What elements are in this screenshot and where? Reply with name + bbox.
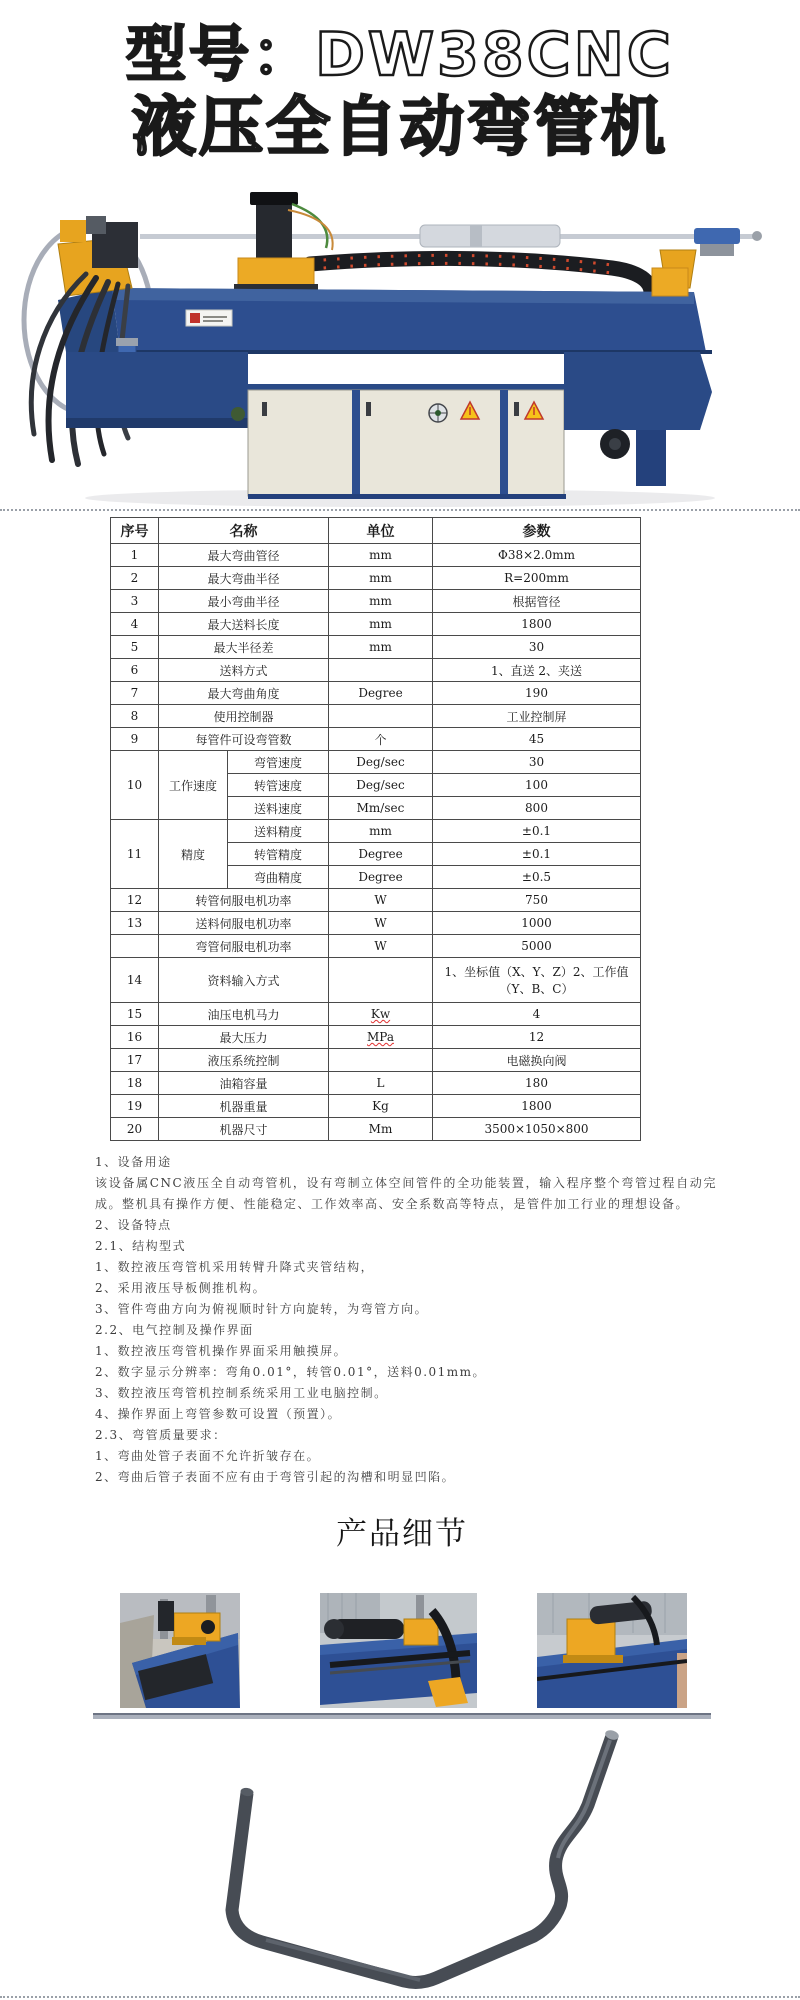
cell-value: 45 <box>433 728 641 751</box>
desc-line: 3、管件弯曲方向为俯视顺时针方向旋转，为弯管方向。 <box>95 1302 429 1316</box>
table-row <box>111 705 641 728</box>
cell-unit: W <box>329 912 433 935</box>
table-row <box>111 820 641 843</box>
door-handle <box>366 402 371 416</box>
cell-value: 30 <box>433 636 641 659</box>
cell-name: 最小弯曲半径 <box>159 590 329 613</box>
desc-line: 2、弯曲后管子表面不应有由于弯管引起的沟槽和明显凹陷。 <box>95 1470 456 1484</box>
cell-value: 5000 <box>433 935 641 958</box>
table-row <box>111 659 641 682</box>
table-row <box>111 1118 641 1141</box>
cell-unit: 个 <box>329 728 433 751</box>
cell-value: 电磁换向阀 <box>433 1049 641 1072</box>
detail-photo-1 <box>120 1593 240 1708</box>
right-body <box>564 352 712 430</box>
cell-no: 16 <box>111 1026 159 1049</box>
cell-name: 使用控制器 <box>159 705 329 728</box>
table-row <box>111 590 641 613</box>
cell-name: 弯曲精度 <box>228 866 329 889</box>
cell-name: 送料精度 <box>228 820 329 843</box>
cell-unit <box>329 958 433 1003</box>
cell-name: 每管件可设弯管数 <box>159 728 329 751</box>
cell-name: 转管速度 <box>228 774 329 797</box>
cell-name: 资料输入方式 <box>159 958 329 1003</box>
cell-unit: mm <box>329 544 433 567</box>
desc-line: 2.3、弯管质量要求： <box>95 1428 227 1442</box>
desc-line: 1、弯曲处管子表面不允许折皱存在。 <box>95 1449 321 1463</box>
cell-value: 30 <box>433 751 641 774</box>
cell-name: 最大弯曲管径 <box>159 544 329 567</box>
table-row <box>111 889 641 912</box>
table-row <box>111 912 641 935</box>
cell-no: 19 <box>111 1095 159 1118</box>
desc-line: 1、设备用途 <box>95 1155 172 1169</box>
cell-value: 根据管径 <box>433 590 641 613</box>
cell-value: ±0.1 <box>433 843 641 866</box>
cell-value: 12 <box>433 1026 641 1049</box>
detail-photo-2 <box>320 1593 477 1708</box>
table-row <box>111 567 641 590</box>
machine-photo <box>0 192 800 510</box>
description-block <box>95 1152 717 1488</box>
carriage-block <box>652 268 688 296</box>
cell-name: 油压电机马力 <box>159 1003 329 1026</box>
tail-cylinder <box>694 228 740 244</box>
col-unit: 单位 <box>329 518 433 544</box>
title-machine-name: 液压全自动弯管机 <box>132 91 668 165</box>
cell-value: Φ38×2.0mm <box>433 544 641 567</box>
desc-line: 2.2、电气控制及操作界面 <box>95 1323 254 1337</box>
cell-value: 1800 <box>433 1095 641 1118</box>
table-row <box>111 728 641 751</box>
table-row <box>111 636 641 659</box>
cell-no: 2 <box>111 567 159 590</box>
cell-name: 最大弯曲角度 <box>159 682 329 705</box>
cell-name: 最大送料长度 <box>159 613 329 636</box>
col-param: 参数 <box>433 518 641 544</box>
cell-no: 11 <box>111 820 159 889</box>
cell-value: 1800 <box>433 613 641 636</box>
cell-unit <box>329 659 433 682</box>
cell-value: 100 <box>433 774 641 797</box>
table-row <box>111 1095 641 1118</box>
cell-unit <box>329 1049 433 1072</box>
desc-line: 该设备属CNC液压全自动弯管机，设有弯制立体空间管件的全功能装置，输入程序整个弯管过程自动完成。整机具有操作方便、性能稳定、工作效率高、安全系数高等特点，是管件加工行业的理想设备。 <box>95 1176 717 1211</box>
desc-line: 1、数控液压弯管机采用转臂升降式夹管结构， <box>95 1260 375 1274</box>
col-no: 序号 <box>111 518 159 544</box>
cell-name: 转管精度 <box>228 843 329 866</box>
desc-line: 1、数控液压弯管机操作界面采用触摸屏。 <box>95 1344 348 1358</box>
cell-no: 18 <box>111 1072 159 1095</box>
table-row <box>111 613 641 636</box>
cell-value: 800 <box>433 797 641 820</box>
table-row <box>111 1026 641 1049</box>
cell-group: 精度 <box>159 820 228 889</box>
desc-line: 2.1、结构型式 <box>95 1239 187 1253</box>
head-slide <box>238 258 314 288</box>
cell-value: 750 <box>433 889 641 912</box>
cell-no: 14 <box>111 958 159 1003</box>
cell-name: 转管伺服电机功率 <box>159 889 329 912</box>
cell-unit: W <box>329 889 433 912</box>
cell-no: 3 <box>111 590 159 613</box>
desc-line: 2、采用液压导板侧推机构。 <box>95 1281 267 1295</box>
table-row <box>111 958 641 1003</box>
cell-name: 液压系统控制 <box>159 1049 329 1072</box>
cell-name: 最大压力 <box>159 1026 329 1049</box>
cell-unit: Kw <box>329 1003 433 1026</box>
cell-value: 1、直送 2、夹送 <box>433 659 641 682</box>
door-handle <box>514 402 519 416</box>
cell-unit: W <box>329 935 433 958</box>
cell-value: R=200mm <box>433 567 641 590</box>
cell-name: 送料速度 <box>228 797 329 820</box>
cell-name: 弯管伺服电机功率 <box>159 935 329 958</box>
cell-unit: MPa <box>329 1026 433 1049</box>
cell-unit: mm <box>329 613 433 636</box>
cell-name: 最大弯曲半径 <box>159 567 329 590</box>
cell-value: ±0.1 <box>433 820 641 843</box>
cell-no: 6 <box>111 659 159 682</box>
dotted-separator-bottom <box>0 1996 800 1998</box>
table-row <box>111 751 641 774</box>
cell-unit: Deg/sec <box>329 774 433 797</box>
cell-unit: Mm/sec <box>329 797 433 820</box>
cell-name: 送料方式 <box>159 659 329 682</box>
cell-unit: Kg <box>329 1095 433 1118</box>
cell-group: 工作速度 <box>159 751 228 820</box>
cell-no: 20 <box>111 1118 159 1141</box>
table-row <box>111 1049 641 1072</box>
cell-value: 1000 <box>433 912 641 935</box>
cell-no: 8 <box>111 705 159 728</box>
col-name: 名称 <box>159 518 329 544</box>
top-cylinder <box>420 225 560 247</box>
wire-green <box>292 204 327 248</box>
cell-no: 1 <box>111 544 159 567</box>
cell-no: 12 <box>111 889 159 912</box>
cell-unit: mm <box>329 636 433 659</box>
table-row <box>111 682 641 705</box>
cell-value: 4 <box>433 1003 641 1026</box>
cell-unit: mm <box>329 567 433 590</box>
cell-value: 1、坐标值（X、Y、Z）2、工作值（Y、B、C） <box>433 958 641 1003</box>
cell-name: 弯管速度 <box>228 751 329 774</box>
cell-unit: Deg/sec <box>329 751 433 774</box>
title-model: 型号：DW38CNC <box>126 20 674 90</box>
cell-unit <box>329 705 433 728</box>
cell-no: 4 <box>111 613 159 636</box>
table-row <box>111 935 641 958</box>
cell-no <box>111 935 159 958</box>
cell-unit: mm <box>329 590 433 613</box>
cell-no: 7 <box>111 682 159 705</box>
details-heading: 产品细节 <box>336 1516 468 1552</box>
cell-no: 17 <box>111 1049 159 1072</box>
spec-table <box>110 517 641 1141</box>
cell-unit: Degree <box>329 843 433 866</box>
cell-value: 180 <box>433 1072 641 1095</box>
cell-value: 190 <box>433 682 641 705</box>
page-title <box>60 20 740 165</box>
table-row <box>111 544 641 567</box>
cell-value: 工业控制屏 <box>433 705 641 728</box>
desc-line: 2、数字显示分辨率：弯角0.01°，转管0.01°，送料0.01mm。 <box>95 1365 487 1379</box>
desc-line: 3、数控液压弯管机控制系统采用工业电脑控制。 <box>95 1386 388 1400</box>
cell-no: 15 <box>111 1003 159 1026</box>
cell-no: 10 <box>111 751 159 820</box>
cell-value: ±0.5 <box>433 866 641 889</box>
green-knob <box>231 407 245 421</box>
fan-icon <box>429 404 447 422</box>
rod-end-knob <box>752 231 762 241</box>
table-row <box>111 1003 641 1026</box>
cell-name: 机器重量 <box>159 1095 329 1118</box>
cell-name: 机器尺寸 <box>159 1118 329 1141</box>
cell-unit: Degree <box>329 682 433 705</box>
cell-no: 13 <box>111 912 159 935</box>
left-body <box>66 352 248 424</box>
cell-name: 油箱容量 <box>159 1072 329 1095</box>
cell-no: 5 <box>111 636 159 659</box>
dotted-separator-top <box>0 509 800 511</box>
cell-name: 最大半径差 <box>159 636 329 659</box>
desc-line: 2、设备特点 <box>95 1218 172 1232</box>
table-row <box>111 1072 641 1095</box>
cell-unit: Degree <box>329 866 433 889</box>
desc-line: 4、操作界面上弯管参数可设置（预置）。 <box>95 1407 342 1421</box>
cell-no: 9 <box>111 728 159 751</box>
cell-unit: Mm <box>329 1118 433 1141</box>
cell-unit: L <box>329 1072 433 1095</box>
cell-name: 送料伺服电机功率 <box>159 912 329 935</box>
detail-photo-3 <box>537 1593 687 1708</box>
cell-value: 3500×1050×800 <box>433 1118 641 1141</box>
bent-pipe-sample <box>0 1710 800 2000</box>
door-handle <box>262 402 267 416</box>
table-header-row <box>111 518 641 544</box>
cell-unit: mm <box>329 820 433 843</box>
